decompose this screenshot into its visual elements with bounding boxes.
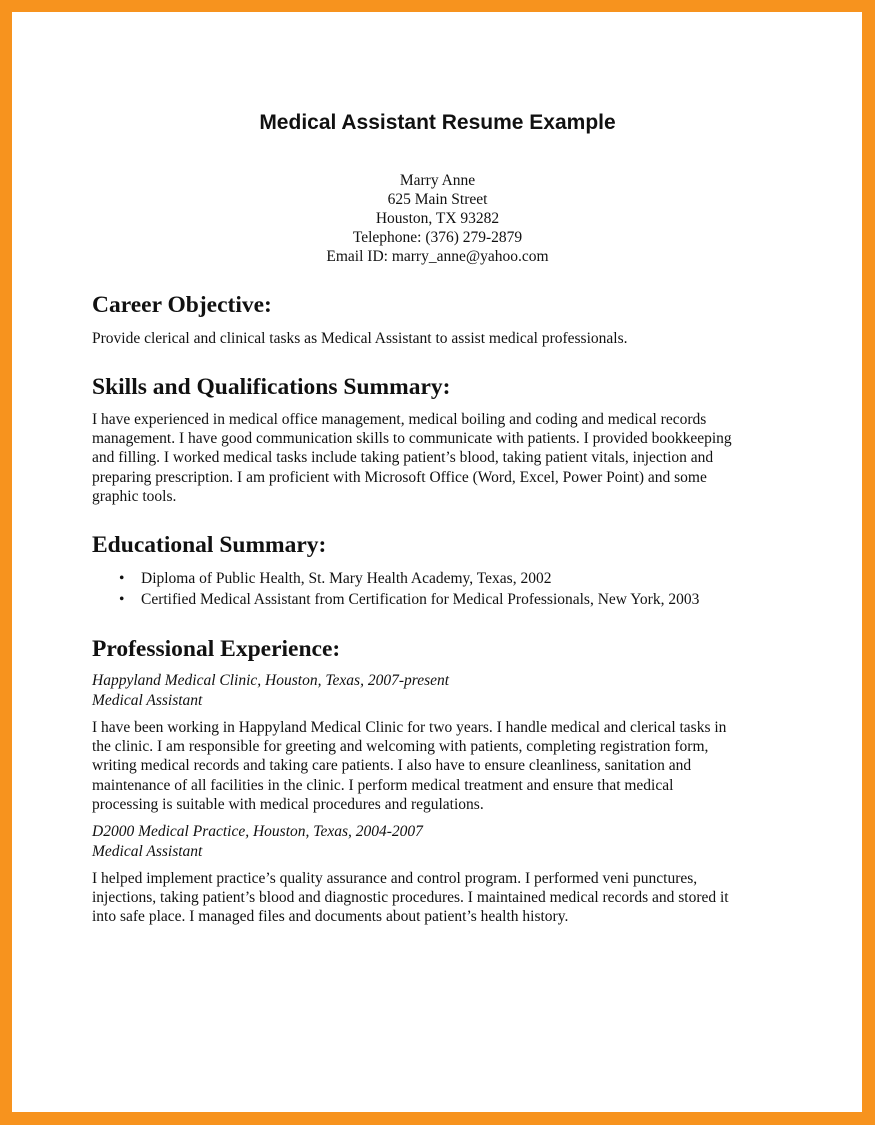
text-line: preparing prescription. I am proficient with Microsoft Office (Word, Excel, Power Point) and some (92, 468, 707, 486)
text-line: and filling. I worked medical tasks include taking patient’s blood, taking patient vitals, injection and (92, 449, 714, 467)
job-role: Medical Assistant (92, 842, 203, 860)
text-line: injections, taking patient’s blood and diagnostic procedures. I maintained medical records and stored it (92, 889, 729, 907)
job-description (92, 869, 792, 927)
contact-telephone: Telephone: (376) 279-2879 (352, 229, 523, 246)
bullet-icon: • (119, 570, 125, 587)
bullet-icon: • (119, 591, 125, 608)
text-line: graphic tools. (92, 487, 177, 505)
contact-email: Email ID: marry_anne@yahoo.com (326, 248, 549, 265)
list-item (119, 568, 699, 589)
job-description (92, 718, 792, 814)
text-line: the clinic. I am responsible for greeting and welcoming with patients, completing registration form, (92, 738, 709, 756)
job-employer: Happyland Medical Clinic, Houston, Texas, 2007-present (92, 672, 450, 689)
contact-name: Marry Anne (399, 172, 476, 189)
education-list (119, 568, 699, 610)
text-line: I have been working in Happyland Medical Clinic for two years. I handle medical and clerical tasks in (92, 719, 727, 736)
text-line: into safe place. I managed files and documents about patient’s health history. (92, 908, 569, 926)
job-header (92, 822, 423, 861)
education-item-text: Diploma of Public Health, St. Mary Health Academy, Texas, 2002 (141, 570, 552, 587)
experience-heading: Professional Experience: (92, 636, 341, 662)
job-role: Medical Assistant (92, 691, 203, 709)
career-objective-text (92, 329, 792, 348)
job-employer: D2000 Medical Practice, Houston, Texas, 2004-2007 (92, 823, 423, 840)
text-line: processing is suitable with medical procedures and regulations. (92, 795, 484, 813)
education-item-text: Certified Medical Assistant from Certification for Medical Professionals, New York, 2003 (141, 591, 700, 608)
skills-heading: Skills and Qualifications Summary: (92, 374, 451, 400)
text-line: I have experienced in medical office management, medical boiling and coding and medical records (92, 411, 707, 428)
contact-block (0, 171, 875, 266)
text-line: Provide clerical and clinical tasks as Medical Assistant to assist medical professionals. (92, 330, 628, 347)
contact-street: 625 Main Street (387, 191, 488, 208)
text-line: writing medical records and taking care patients. I also have to ensure cleanliness, sanitation and (92, 757, 692, 775)
job-header (92, 671, 449, 710)
education-heading: Educational Summary: (92, 532, 327, 558)
document-title: Medical Assistant Resume Example (259, 111, 616, 134)
contact-city: Houston, TX 93282 (375, 210, 500, 227)
text-line: I helped implement practice’s quality assurance and control program. I performed veni punctures, (92, 870, 698, 887)
text-line: management. I have good communication skills to communicate with patients. I provided bookkeeping (92, 430, 732, 448)
list-item (119, 589, 699, 610)
text-line: maintenance of all facilities in the clinic. I perform medical treatment and ensure that medical (92, 776, 674, 794)
career-objective-heading: Career Objective: (92, 292, 272, 318)
skills-text (92, 410, 792, 506)
